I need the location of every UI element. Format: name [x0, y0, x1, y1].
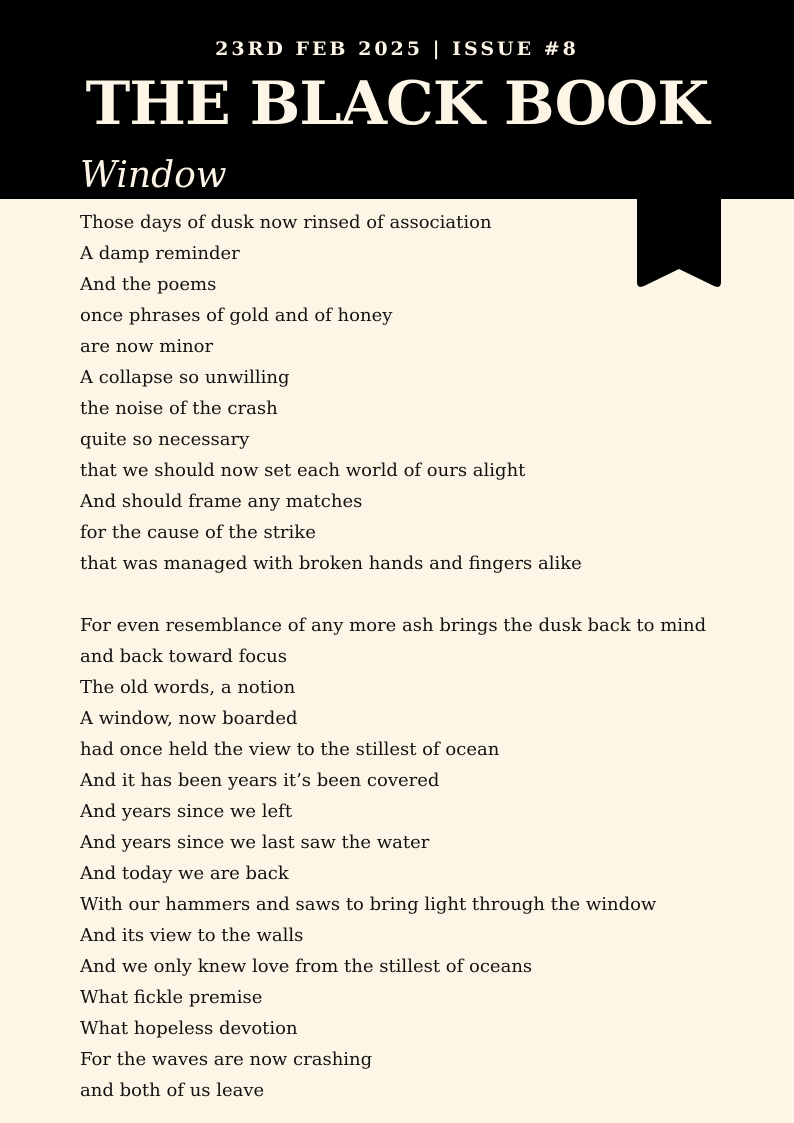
poem-line: once phrases of gold and of honey	[80, 305, 393, 326]
poem-line: And should frame any matches	[80, 491, 363, 512]
poem-line: And its view to the walls	[80, 925, 304, 946]
poem-body	[80, 207, 730, 1106]
poem-line: For the waves are now crashing	[80, 1049, 373, 1070]
poem-line: that we should now set each world of ours alight	[80, 460, 526, 481]
stanza	[80, 207, 730, 579]
poem-line: quite so necessary	[80, 429, 250, 450]
poem-line: And years since we last saw the water	[80, 832, 430, 853]
poem-line: that was managed with broken hands and fingers alike	[80, 553, 582, 574]
masthead-title: THE BLACK BOOK	[85, 69, 709, 139]
poem-title: Window	[80, 155, 227, 196]
poem-line: What fickle premise	[80, 987, 263, 1008]
poem-line: With our hammers and saws to bring light through the window	[80, 894, 657, 915]
poem-line: And the poems	[80, 274, 217, 295]
poem-line: for the cause of the strike	[80, 522, 316, 543]
poem-line: are now minor	[80, 336, 214, 357]
poem-line: And we only knew love from the stillest of oceans	[80, 956, 533, 977]
poem-line: A damp reminder	[80, 243, 240, 264]
stanza	[80, 610, 730, 1106]
poem-line: The old words, a notion	[80, 677, 296, 698]
poem-line: What hopeless devotion	[80, 1018, 298, 1039]
header-banner	[0, 0, 794, 199]
poem-line: had once held the view to the stillest of ocean	[80, 739, 500, 760]
poem-line: And today we are back	[80, 863, 289, 884]
poem-line: A window, now boarded	[80, 708, 298, 729]
issue-date-line: 23RD FEB 2025 | ISSUE #8	[215, 38, 579, 60]
poem-line: the noise of the crash	[80, 398, 278, 419]
poem-line: and back toward focus	[80, 646, 287, 667]
poem-line: And years since we left	[80, 801, 293, 822]
poem-line: Those days of dusk now rinsed of association	[80, 212, 492, 233]
poem-line: A collapse so unwilling	[80, 367, 290, 388]
poem-line: and both of us leave	[80, 1080, 265, 1101]
poem-line: And it has been years it’s been covered	[80, 770, 440, 791]
poem-line: For even resemblance of any more ash brings the dusk back to mind	[80, 615, 707, 636]
